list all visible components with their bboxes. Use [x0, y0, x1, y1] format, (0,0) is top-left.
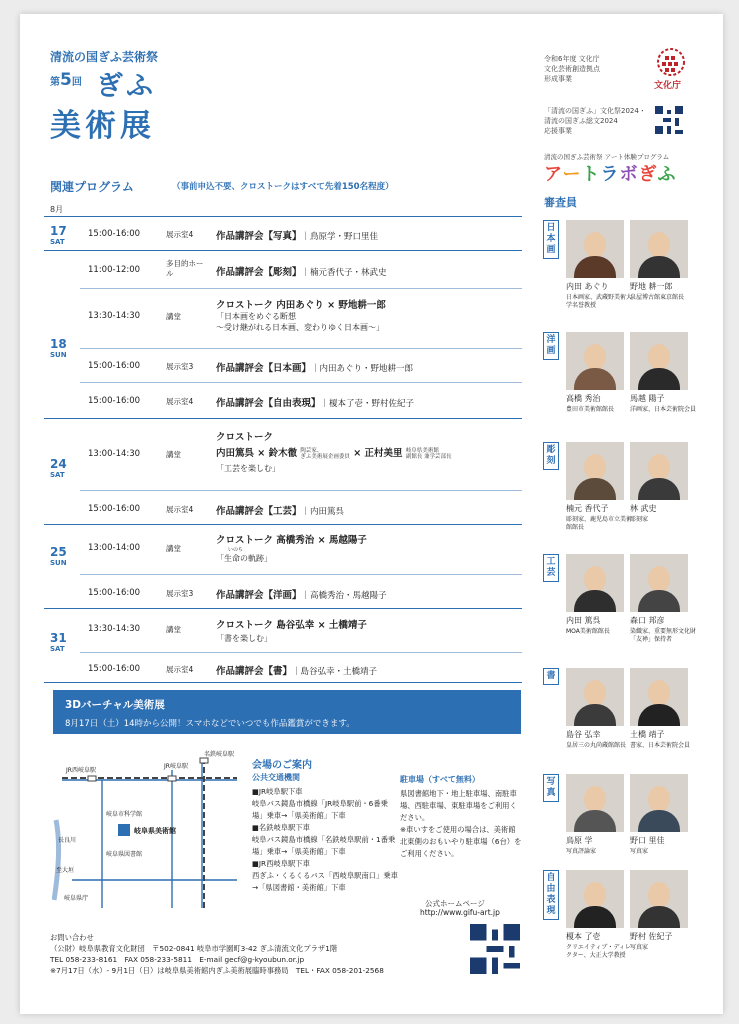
title-bijutsuten: 美術展	[50, 108, 155, 144]
schedule-row	[80, 609, 522, 653]
judge-name: 高橋 秀治	[566, 394, 601, 403]
artlab-logo: アートラボぎふ	[544, 164, 677, 185]
parking-title: 駐車場（すべて無料）	[400, 775, 480, 784]
schedule-table	[44, 216, 522, 677]
access-title: 会場のご案内	[252, 760, 312, 771]
edition-label: 第5回	[50, 70, 82, 90]
bunkacho-label: 文化庁	[654, 81, 682, 91]
event-title: 作品講評会【書】｜島谷弘幸・土橋靖子	[216, 666, 378, 677]
banner-title: 3Dバーチャル美術展	[65, 699, 165, 711]
parking-body: 県図書館地下・地上駐車場、南駐車場、西駐車場、東駐車場をご利用ください。 ※車いすをご使用の場合は、美術館北東側のおもいやり駐車場（6台）をご利用ください。	[400, 789, 522, 858]
category-label: 日本画	[543, 220, 559, 259]
map-label-jr-nishigifu: JR西岐阜駅	[66, 767, 96, 774]
time: 13:30-14:30	[88, 624, 141, 634]
ruby-text: いのち	[228, 547, 244, 553]
event-title: 作品講評会【工芸】｜内田篤呉	[216, 506, 345, 517]
event-title: クロストーク	[216, 432, 274, 443]
support-text: 「清流の国ぎふ」文化祭2024・ 清流の国ぎふ総文2024 応援事業	[544, 107, 646, 135]
time: 15:00-16:00	[88, 504, 141, 514]
access-body: ■JR岐阜駅下車 岐阜バス鏡島市橋線「JR岐阜駅前・6番乗場」乗車→「県美術館」下車 ■名鉄岐阜駅下車 岐阜バス鏡島市橋線「名鉄岐阜駅前・1番乗場」乗車→「県美術館」下車 ■JR西岐阜駅下車 西ぎふ・くるくるバス「西岐阜駅南口」乗車→「県図書館・美術館」下車	[252, 787, 398, 892]
judge-title: 書家、日本芸術院会員	[630, 742, 691, 749]
event-subtitle: 「工芸を楽しむ」	[216, 464, 280, 473]
time: 13:00-14:30	[88, 449, 141, 459]
judge-name: 林 武史	[630, 504, 657, 513]
room: 展示室3	[166, 589, 194, 598]
day-label: 25 SUN	[50, 545, 67, 567]
map-label-river: 長良川	[58, 837, 77, 844]
time: 15:00-16:00	[88, 588, 141, 598]
schedule-row	[80, 251, 522, 289]
map-label-jr-gifu: JR岐阜駅	[164, 763, 188, 770]
time: 13:00-14:00	[88, 543, 141, 553]
category-label: 工芸	[543, 554, 559, 582]
category-label: 自由表現	[543, 870, 559, 920]
judge-title: 彫刻家	[630, 516, 649, 523]
judge-name: 内田 篤呉	[566, 616, 601, 625]
room: 講堂	[166, 544, 181, 553]
map-label-pref: 岐阜県庁	[64, 895, 89, 902]
judge-name: 野村 佐紀子	[630, 932, 673, 941]
judge-name: 内田 あぐり	[566, 282, 609, 291]
judge-title: クリエイティブ・ディレクター、大正大学教授	[566, 944, 631, 959]
day-label: 17 SAT	[50, 224, 67, 246]
judge-photo	[566, 774, 624, 832]
judge-card	[630, 774, 696, 856]
event-title: 作品講評会【洋画】｜高橋秀治・馬越陽子	[216, 590, 387, 601]
room: 展示室4	[166, 397, 194, 406]
judge-name: 榎本 了壱	[566, 932, 601, 941]
judge-card	[630, 668, 696, 750]
judge-card	[630, 442, 696, 524]
room: 講堂	[166, 312, 181, 321]
map-label-ogaki: 至大垣	[56, 867, 75, 874]
judge-photo	[566, 870, 624, 928]
official-site-link[interactable]: http://www.gifu-art.jp	[420, 908, 500, 917]
judge-name: 土橋 靖子	[630, 730, 665, 739]
category-label: 洋画	[543, 332, 559, 360]
qr-code-icon[interactable]	[470, 924, 520, 974]
judge-name: 森口 邦彦	[630, 616, 665, 625]
day-label: 18 SUN	[50, 337, 67, 359]
judge-photo	[630, 442, 688, 500]
map-label-meitetsu: 名鉄岐阜駅	[204, 751, 235, 758]
time: 15:00-16:00	[88, 396, 141, 406]
flyer-page	[20, 14, 723, 1014]
judge-card	[566, 554, 632, 636]
time: 15:00-16:00	[88, 361, 141, 371]
time: 15:00-16:00	[88, 664, 141, 674]
event-subtitle: 「書を楽しむ」	[216, 634, 272, 643]
artlab-subtitle: 清流の国ぎふ芸術祭 アート体験プログラム	[544, 153, 670, 161]
event-title: クロストーク 高橋秀治 × 馬越陽子	[216, 535, 367, 546]
judge-photo	[630, 870, 688, 928]
event-title: クロストーク 島谷弘幸 × 土橋靖子	[216, 620, 367, 631]
category-label: 書	[543, 668, 559, 685]
judge-card	[630, 554, 696, 644]
map-label-science: 岐阜市科学館	[106, 811, 143, 818]
judge-name: 楠元 香代子	[566, 504, 609, 513]
judge-title: 皇居三の丸尚蔵館館長	[566, 742, 627, 749]
event-title: クロストーク 内田あぐり × 野地耕一郎	[216, 300, 386, 311]
month-label: 8月	[50, 205, 64, 214]
judge-card	[566, 220, 632, 310]
event-title: 作品講評会【自由表現】｜榎本了壱・野村佐紀子	[216, 398, 415, 409]
judge-card	[566, 774, 632, 856]
judge-card	[630, 332, 696, 414]
day-label: 24 SAT	[50, 457, 67, 479]
program-title: 関連プログラム	[50, 180, 134, 194]
room: 多目的ホール	[166, 259, 204, 278]
time: 13:30-14:30	[88, 311, 141, 321]
event-title: 作品講評会【日本画】｜内田あぐり・野地耕一郎	[216, 363, 414, 374]
judge-card	[630, 870, 696, 952]
judge-card	[566, 442, 632, 532]
judge-title: 写真評論家	[566, 848, 597, 855]
judge-title: 彫刻家、鹿児島市立美術館館長	[566, 516, 633, 531]
room: 展示室4	[166, 230, 194, 239]
judge-photo	[566, 668, 624, 726]
judge-name: 野地 耕一郎	[630, 282, 673, 291]
event-subtitle: 「生命の軌跡」	[216, 554, 272, 563]
time: 11:00-12:00	[88, 265, 141, 275]
judge-name: 島谷 弘幸	[566, 730, 601, 739]
category-label: 彫刻	[543, 442, 559, 470]
museum-marker	[118, 824, 130, 836]
qr-code-icon[interactable]	[655, 106, 683, 134]
access-subtitle: 公共交通機関	[252, 773, 300, 782]
judge-photo	[630, 774, 688, 832]
judge-title: 写真家	[630, 944, 649, 951]
judge-photo	[566, 332, 624, 390]
category-label: 写真	[543, 774, 559, 802]
judge-title: 洋画家、日本芸術院会員	[630, 406, 697, 413]
judge-card	[566, 332, 632, 414]
bunkacho-logo-icon	[652, 48, 690, 78]
schedule-row	[44, 653, 522, 683]
judge-photo	[566, 220, 624, 278]
judge-photo	[630, 332, 688, 390]
schedule-row	[80, 525, 522, 575]
schedule-row	[44, 575, 522, 609]
room: 講堂	[166, 625, 181, 634]
room: 展示室3	[166, 362, 194, 371]
judge-photo	[630, 220, 688, 278]
event-title: 作品講評会【彫刻】｜楠元香代子・林武史	[216, 267, 387, 278]
schedule-row	[44, 383, 522, 419]
judge-title: 豊田市美術館館長	[566, 406, 615, 413]
judge-name: 野口 里佳	[630, 836, 665, 845]
map-label-library: 岐阜県図書館	[106, 851, 143, 858]
judge-title: 泉屋博古館東京館長	[630, 294, 685, 301]
schedule-row	[44, 491, 522, 525]
sponsor-text: 令和6年度 文化庁 文化芸術創造拠点 形成事業	[544, 55, 600, 83]
title-gifu: ぎふ	[96, 71, 156, 102]
judge-photo	[630, 554, 688, 612]
festival-name: 清流の国ぎふ芸術祭	[50, 50, 159, 64]
room: 講堂	[166, 450, 181, 459]
judge-card	[566, 870, 632, 960]
judge-title: 写真家	[630, 848, 649, 855]
schedule-row	[80, 419, 522, 491]
judge-name: 鳥原 学	[566, 836, 593, 845]
judge-photo	[566, 442, 624, 500]
access-map[interactable]	[52, 750, 242, 908]
room: 展示室4	[166, 665, 194, 674]
room: 展示室4	[166, 505, 194, 514]
judges-title: 審査員	[544, 196, 577, 209]
map-label-museum: 岐阜県美術館	[134, 827, 176, 835]
judge-name: 馬越 陽子	[630, 394, 665, 403]
judge-title: 染織家、重要無形文化財「友禅」保持者	[630, 628, 697, 643]
event-subtitle: 「日本画をめぐる断想 〜受け継がれる日本画、変わりゆく日本画〜」	[216, 312, 384, 332]
virtual-exhibition-banner[interactable]	[53, 690, 521, 734]
time: 15:00-16:00	[88, 229, 141, 239]
official-site-label: 公式ホームページ	[425, 899, 485, 908]
judge-card	[566, 668, 632, 750]
event-title: 作品講評会【写真】｜鳥原学・野口里佳	[216, 231, 379, 242]
banner-text: 8月17日（土）14時から公開！スマホなどでいつでも作品鑑賞ができます。	[65, 719, 355, 729]
program-note: （事前申込不要、クロストークはすべて先着150名程度）	[172, 182, 394, 192]
event-speakers: 内田篤呉 × 鈴木徹 陶芸家、 ぎふ美術展企画委員 × 正村美里 岐阜県美術館 副館長 兼学芸部長	[216, 447, 452, 460]
schedule-row	[80, 289, 522, 349]
judge-title: MOA美術館館長	[566, 628, 610, 635]
schedule-row	[80, 349, 522, 383]
judge-photo	[566, 554, 624, 612]
contact-info: お問い合わせ （公財）岐阜県教育文化財団 〒502-0841 岐阜市学園町3-42 ぎふ清流文化プラザ1階 TEL 058-233-8161 FAX 058-233-5811 E-mail gecf@g-kyoubun.or.jp ※7月17日（水）- 9月1日（日）は岐阜県美術館内ぎふ美術展臨時事務局 TEL・FAX 058-201-2568	[50, 933, 384, 975]
judge-title: 日本画家、武蔵野美術大学名誉教授	[566, 294, 633, 309]
day-label: 31 SAT	[50, 631, 67, 653]
judge-photo	[630, 668, 688, 726]
schedule-row	[44, 217, 522, 251]
judge-card	[630, 220, 696, 302]
